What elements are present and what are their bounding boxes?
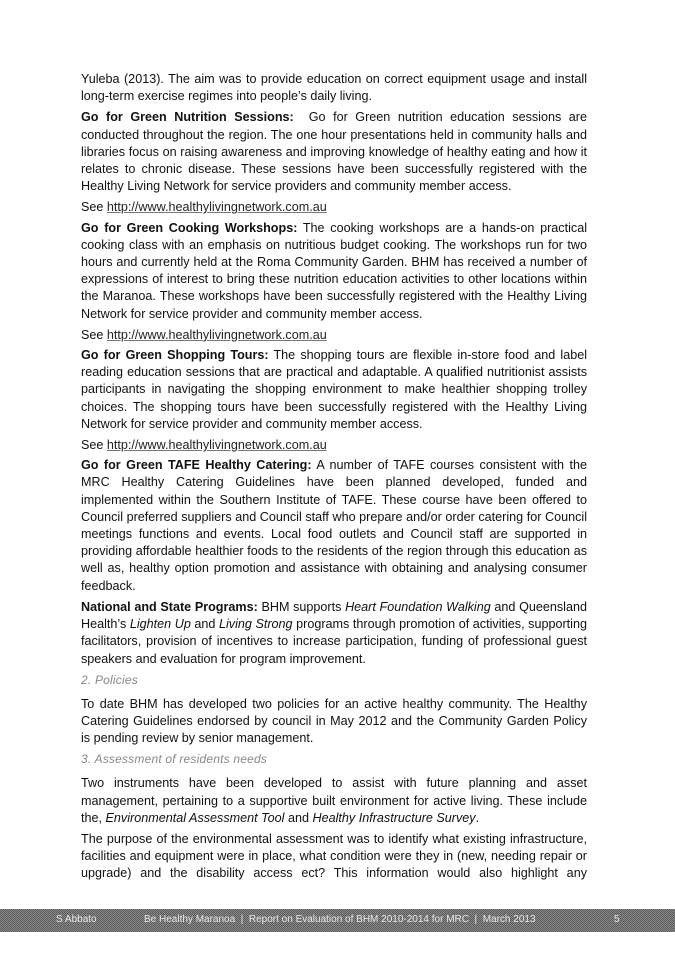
text-run: BHM supports: [257, 599, 346, 614]
intro-continuation-paragraph: Yuleba (2013). The aim was to provide education on correct equipment usage and install long-term exercise regimes into people’s daily living.: [81, 72, 587, 104]
program-name-heart-foundation-walking: Heart Foundation Walking: [345, 599, 491, 614]
see-link-line: [81, 437, 587, 454]
see-label: See: [81, 438, 107, 453]
cooking-workshops-label: Go for Green Cooking Workshops:: [81, 220, 298, 235]
tool-name-environmental-assessment: Environmental Assessment Tool: [105, 810, 285, 825]
cooking-workshops-paragraph: [81, 220, 587, 323]
shopping-tours-text: The shopping tours are flexible in-store food and label reading education sessions that are practical and adaptable. A qualified nutritionist assists participants in navigating the shopping environment to make healthier shopping trolley choices. The shopping tours have been successfully registered with the Healthy Living Network for service provider and community member access.: [81, 348, 588, 431]
shopping-tours-label: Go for Green Shopping Tours:: [81, 348, 269, 363]
text-run: and: [284, 810, 313, 825]
instruments-paragraph: [81, 775, 587, 827]
tafe-catering-label: Go for Green TAFE Healthy Catering:: [81, 458, 312, 473]
footer-report-title: Be Healthy Maranoa | Report on Evaluation of BHM 2010-2014 for MRC | March 2013: [144, 914, 536, 925]
program-name-lighten-up: Lighten Up: [129, 617, 191, 632]
shopping-tours-paragraph: [81, 347, 587, 433]
environmental-assessment-purpose-paragraph: The purpose of the environmental assessment was to identify what existing infrastructure, facilities and equipment were in place, what condition were they in (new, needing repair or upgrade) and the disability access ect? This information would also highlight any: [81, 831, 587, 881]
page-footer: [0, 909, 675, 932]
national-state-programs-paragraph: [81, 599, 587, 668]
program-name-living-strong: Living Strong: [218, 617, 293, 632]
text-run: and Queensland Health’s: [81, 599, 587, 632]
text-run: Two instruments have been developed to assist with future planning and asset management, pertaining to a supportive built environment for active living. These include the,: [81, 776, 587, 825]
footer-author: S Abbato: [56, 914, 97, 925]
tafe-catering-text: A number of TAFE courses consistent with the MRC Healthy Catering Guidelines have been planned developed, funded and implemented within the Southern Institute of TAFE. These course have been offered to Council preferred suppliers and Council staff who prepare and/or order catering for Council meetings functions and events. Local food outlets and Council staff are supported in providing affordable healthier foods to the residents of the region through this education as well as, healthy option promotion and assistance with obtaining and analysing consumer feedback.: [81, 458, 587, 593]
cooking-workshops-text: The cooking workshops are a hands-on practical cooking class with an emphasis on nutritious budget cooking. The workshops run for two hours and currently held at the Roma Community Garden. BHM has received a number of expressions of interest to bring these nutrition education activities to other locations within the Maranoa. These workshops have been successfully registered with the Healthy Living Network for service provider and community member access.: [81, 220, 587, 321]
text-run: programs through promotion of activities, supporting facilitators, provision of incentives to increase participation, funding of professional guest speakers and evaluation for program improvement.: [81, 617, 587, 666]
nutrition-sessions-paragraph: [81, 109, 591, 195]
document-page: [81, 71, 591, 887]
healthy-living-network-link[interactable]: http://www.healthylivingnetwork.com.au: [106, 200, 327, 215]
text-run: .: [475, 810, 480, 825]
text-run: and: [190, 617, 219, 632]
see-link-line: [81, 327, 587, 344]
see-label: See: [81, 200, 107, 215]
healthy-living-network-link[interactable]: http://www.healthylivingnetwork.com.au: [106, 438, 327, 453]
healthy-living-network-link[interactable]: http://www.healthylivingnetwork.com.au: [106, 327, 327, 342]
see-link-line: [81, 199, 587, 216]
footer-page-number: 5: [614, 914, 620, 925]
nutrition-sessions-label: Go for Green Nutrition Sessions:: [81, 110, 294, 125]
see-label: See: [81, 327, 107, 342]
section-heading-policies: 2. Policies: [81, 672, 138, 687]
section-heading-assessment: 3. Assessment of residents needs: [81, 752, 268, 767]
policies-paragraph: To date BHM has developed two policies for an active healthy community. The Healthy Catering Guidelines endorsed by council in May 2012 and the Community Garden Policy is pending review by senior management.: [81, 696, 587, 746]
tool-name-healthy-infrastructure-survey: Healthy Infrastructure Survey: [312, 810, 476, 825]
tafe-catering-paragraph: [81, 457, 587, 595]
nutrition-sessions-text: Go for Green nutrition education sessions are conducted throughout the region. The one hour presentations held in community halls and libraries focus on raising awareness and improving knowledge of healthy eating and how it relates to chronic disease. These sessions have been successfully registered with the Healthy Living Network for service providers and community member access.: [81, 110, 591, 194]
national-state-programs-label: National and State Programs:: [81, 599, 258, 614]
